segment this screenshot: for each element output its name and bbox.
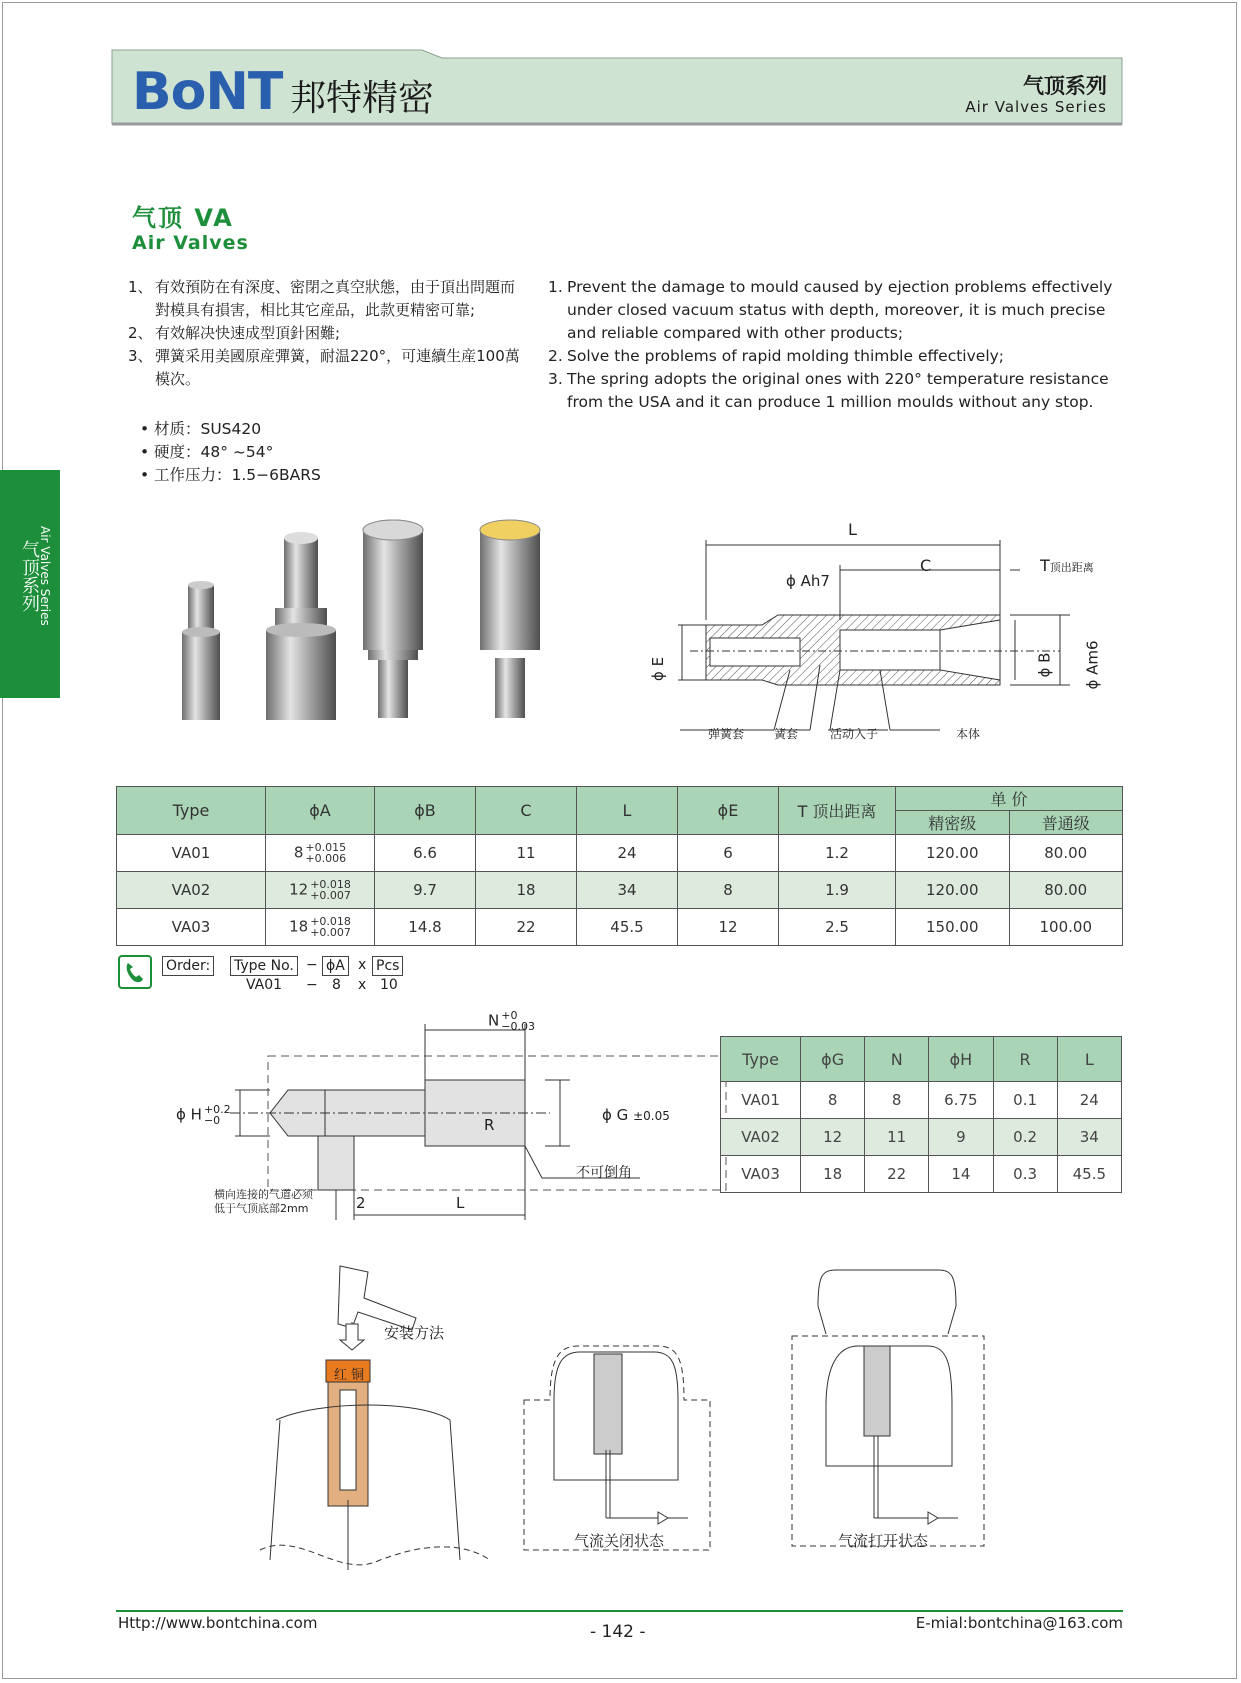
label-moving-insert: 活动入子 [830,727,879,741]
th-price-standard: 普通级 [1009,811,1123,835]
dim-C-label: C [920,556,932,575]
product-title-en: Air Valves [132,232,249,254]
spec-pressure: • 工作压力：1.5−6BARS [140,464,321,487]
dim-2-label: 2 [356,1194,366,1212]
th-sub-type: Type [721,1037,801,1082]
dim-phiA-label: ϕ Ah7 [786,572,830,590]
order-x-2: x [358,977,367,993]
feature-cn-2: 2、 有效解决快速成型頂針困難; [128,324,341,342]
footer-url[interactable]: Http://www.bontchina.com [118,1614,318,1632]
photo-valve-medium [266,532,336,720]
dim-R-label: R [484,1116,495,1134]
product-title-cn: 气顶 VA [132,204,234,232]
label-airflow-open: 气流打开状态 [838,1532,929,1550]
footer-email[interactable]: E-mial:bontchina@163.com [915,1614,1123,1632]
table-row: VA03 18 22 14 0.3 45.5 [721,1156,1122,1193]
label-spring: 簧套 [774,727,799,741]
label-spring-sleeve: 弹簧套 [708,727,745,741]
th-phiE: ϕE [678,787,779,835]
spec-material: • 材质：SUS420 [140,418,321,441]
label-airflow-closed: 气流关闭状态 [574,1532,665,1550]
order-dash-2: − [306,977,318,993]
spec-hardness: • 硬度：48° ~54° [140,441,321,464]
dim-phiB-label: ϕ B [1035,652,1054,678]
photo-valve-grey-top [363,520,423,718]
label-body: 本体 [956,727,981,741]
dim-phiH-label: ϕ H +0.2 −0 [176,1103,231,1127]
order-dash-1: − [306,957,318,973]
photo-valve-yellow-top [480,520,540,718]
airflow-closed-diagram [518,1340,718,1560]
dim-phiE-label: ϕ E [649,656,668,682]
table-row: VA01 8 8 6.75 0.1 24 [721,1082,1122,1119]
product-photos [170,520,590,730]
table-row: VA02 12 11 9 0.2 34 [721,1119,1122,1156]
hole-spec-table [720,1036,1122,1193]
order-label: Order: [162,956,214,976]
th-type: Type [117,787,266,835]
order-type-no: Type No. [230,956,298,976]
dim-phiAm6-label: ϕ Am6 [1083,640,1102,690]
table-row: VA02 12 +0.018 +0.007 9.7 18 34 8 1.9 120.00 80.00 [117,872,1123,909]
series-title-en: Air Valves Series [965,98,1107,116]
th-sub-R: R [993,1037,1057,1082]
dim-phiG-label: ϕ G ±0.05 [602,1106,670,1124]
specs-list [140,418,321,487]
footer-divider [116,1610,1123,1612]
label-no-chamfer: 不可倒角 [576,1165,632,1181]
th-L: L [577,787,678,835]
th-sub-phiH: ϕH [929,1037,993,1082]
order-example-a: 8 [332,977,341,993]
install-method-diagram [260,1260,490,1570]
phone-icon [118,955,152,989]
th-C: C [476,787,577,835]
series-title-cn: 气顶系列 [1023,74,1107,98]
label-install-method: 安装方法 [384,1324,445,1342]
th-price-precision: 精密级 [896,811,1010,835]
th-price: 单 价 [896,787,1123,811]
feature-cn-1: 1、 有效預防在有深度、密閉之真空狀態，由于頂出問題而對模具有損害，相比其它産品，此款更精密可靠; [128,278,516,319]
brand-name-cn: 邦特精密 [290,78,435,119]
feature-en-3: 3. The spring adopts the original ones with 220° temperature resistance from the USA and it can produce 1 million moulds without any stop. [548,370,1109,411]
order-example-pcs: 10 [380,977,398,993]
order-pcs: Pcs [372,956,403,976]
th-sub-phiG: ϕG [801,1037,865,1082]
features-cn [128,276,528,391]
th-phiA: ϕA [266,787,375,835]
dim-T-label: T顶出距离 [1040,556,1094,575]
dim-N-label: N +0 −0.03 [488,1009,535,1033]
feature-en-2: 2. Solve the problems of rapid molding thimble effectively; [548,347,1005,365]
side-tab-cn: 气顶系列 [19,540,40,612]
features-en [548,276,1128,414]
logo: BoNT [132,62,283,122]
airflow-open-diagram [788,1266,988,1556]
order-example-type: VA01 [246,977,283,993]
cross-section-diagram [650,520,1120,750]
main-spec-table [116,786,1123,946]
page-number: - 142 - [590,1622,646,1642]
th-sub-L: L [1057,1037,1121,1082]
feature-cn-3: 3、 彈簧采用美國原産彈簧，耐温220°，可連續生産100萬模次。 [128,347,520,388]
note-line-2: 低于气顶底部2mm [214,1202,309,1215]
th-T: T 顶出距离 [779,787,896,835]
th-sub-N: N [865,1037,929,1082]
photo-valve-small [182,581,220,720]
th-phiB: ϕB [375,787,476,835]
table-row: VA01 8 +0.015 +0.006 6.6 11 24 6 1.2 120.00 80.00 [117,835,1123,872]
note-line-1: 横向连接的气道必须 [214,1188,313,1201]
order-x: x [358,957,367,973]
feature-en-1: 1. Prevent the damage to mould caused by ejection problems effectively under closed vacuum status with depth, moreover, it is much precise and reliable compared with other products; [548,278,1113,342]
side-tab-en: Air Valves Series [38,526,52,626]
dim-L2-label: L [456,1194,465,1212]
label-copper: 红 铜 [334,1368,365,1383]
dim-L-label: L [848,520,857,539]
table-row: VA03 18 +0.018 +0.007 14.8 22 45.5 12 2.5 150.00 100.00 [117,909,1123,946]
order-phiA: ϕA [322,956,349,976]
